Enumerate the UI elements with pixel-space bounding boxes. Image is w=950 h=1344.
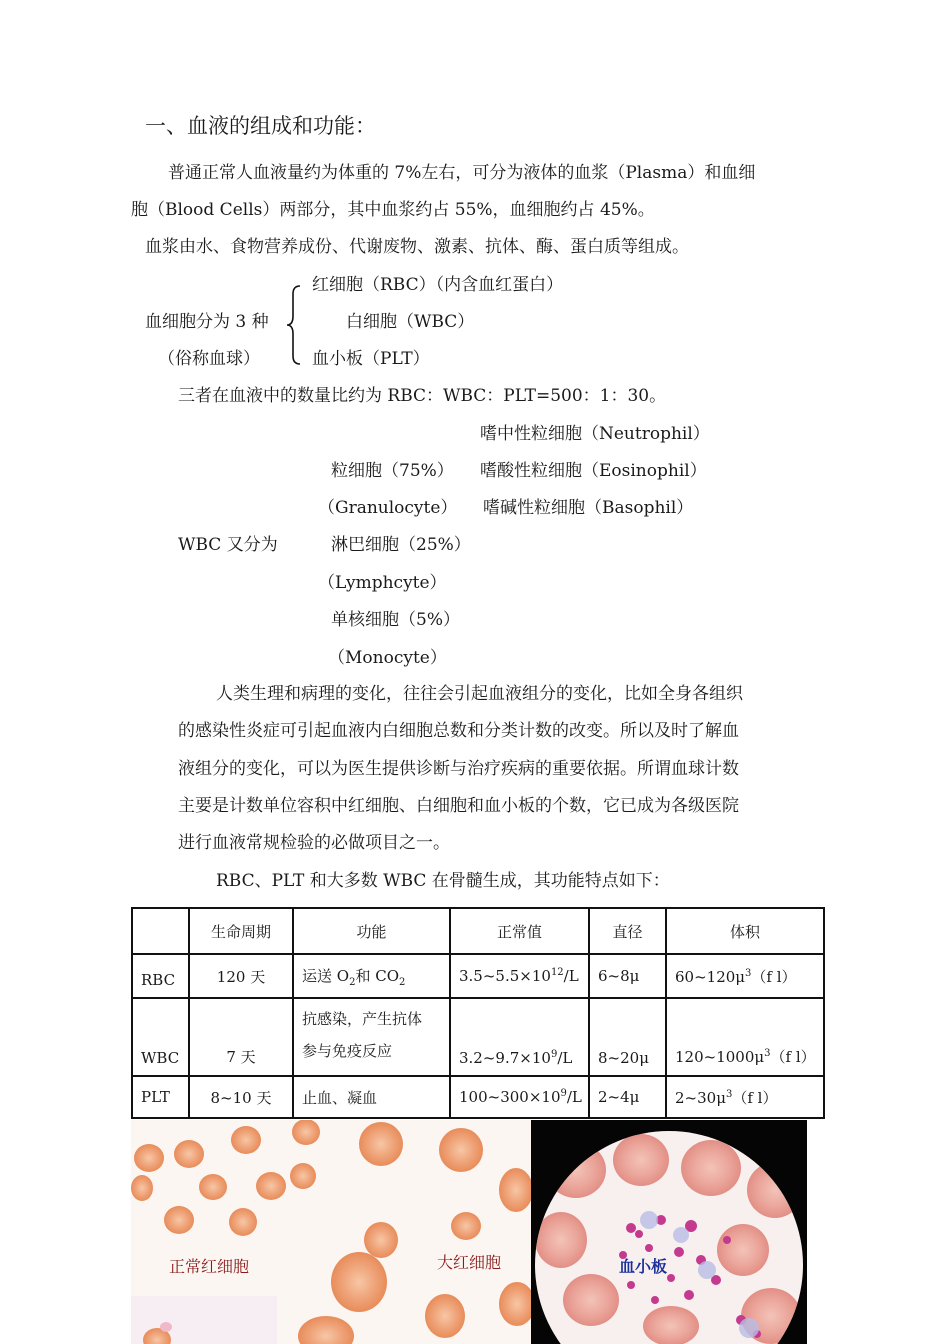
cell-normal: $3.2\sim 9.7\times 10^9/L$ — [450, 998, 589, 1076]
paragraph-line-1: 人类生理和病理的变化，往往会引起血液组分的变化，比如全身各组织 — [216, 684, 743, 704]
table-header: 生命周期 — [189, 908, 293, 954]
lymphocyte-en: （Lymphcyte） — [318, 573, 447, 593]
cells-label: 血细胞分为 3 种 — [145, 312, 269, 332]
table-row — [132, 1076, 824, 1118]
cell-volume: $2\sim 30\mu^3(f$ l） — [666, 1076, 824, 1118]
lymphocyte-item: 淋巴细胞（25%） — [331, 535, 471, 555]
blood-cell-images — [131, 1120, 807, 1344]
cell-name: RBC — [132, 954, 189, 998]
granulocyte-en: （Granulocyte） — [318, 498, 458, 518]
cell-life: 7 天 — [189, 998, 293, 1076]
normal-rbc-label: 正常红细胞 — [169, 1257, 250, 1276]
large-rbc-label: 大红细胞 — [437, 1253, 502, 1272]
platelet-image — [531, 1120, 807, 1344]
table-header: 正常值 — [450, 908, 589, 954]
paragraph-line-5: 进行血液常规检验的必做项目之一。 — [178, 833, 450, 853]
table-row — [132, 954, 824, 998]
table-header: 功能 — [293, 908, 450, 954]
intro-line-2: 胞（Blood Cells）两部分，其中血浆约占 55%，血细胞约占 45%。 — [131, 200, 655, 220]
cell-name: WBC — [132, 998, 189, 1076]
table-header: 直径 — [589, 908, 666, 954]
wbc-types-label: WBC 又分为 — [178, 535, 278, 555]
table-intro: RBC、PLT 和大多数 WBC 在骨髓生成，其功能特点如下： — [216, 871, 670, 891]
cell-diameter: 8~20μ — [589, 998, 666, 1076]
neutrophil-item: 嗜中性粒细胞（Neutrophil） — [480, 424, 710, 444]
eosinophil-item: 嗜酸性粒细胞（Eosinophil） — [480, 461, 707, 481]
intro-line-1: 普通正常人血液量约为体重的 7%左右，可分为液体的血浆（Plasma）和血细 — [168, 163, 756, 183]
table-header — [132, 908, 189, 954]
table-row — [132, 998, 824, 1076]
cell-volume: $120\sim 1000\mu^3(f$ l） — [666, 998, 824, 1076]
paragraph-line-4: 主要是计数单位容积中红细胞、白细胞和血小板的个数，它已成为各级医院 — [178, 796, 739, 816]
ratio-line: 三者在血液中的数量比约为 RBC：WBC：PLT=500：1：30。 — [178, 386, 667, 406]
cell-name: PLT — [132, 1076, 189, 1118]
rbc-item: 红细胞（RBC）（内含血红蛋白） — [312, 275, 564, 295]
table-header-row — [132, 908, 824, 954]
granulocyte-item: 粒细胞（75%） — [331, 461, 454, 481]
cell-life: 120 天 — [189, 954, 293, 998]
cell-life: 8~10 天 — [189, 1076, 293, 1118]
cell-volume: $60\sim 120\mu^3(f$ l） — [666, 954, 824, 998]
plt-item: 血小板（PLT） — [312, 349, 430, 369]
plasma-line: 血浆由水、食物营养成份、代谢废物、激素、抗体、酶、蛋白质等组成。 — [145, 237, 689, 257]
brace-icon — [284, 284, 304, 366]
wbc-item: 白细胞（WBC） — [346, 312, 475, 332]
blood-cell-table — [131, 907, 825, 1119]
cell-normal: $3.5\sim 5.5\times 10^{12}/L$ — [450, 954, 589, 998]
paragraph-line-3: 液组分的变化，可以为医生提供诊断与治疗疾病的重要依据。所谓血球计数 — [178, 759, 739, 779]
platelet-label: 血小板 — [619, 1257, 668, 1276]
cell-normal: $100\sim 300\times 10^9/L$ — [450, 1076, 589, 1118]
section-heading: 一、血液的组成和功能： — [145, 114, 376, 138]
red-cell-micrograph — [131, 1120, 531, 1344]
monocyte-en: （Monocyte） — [328, 648, 447, 668]
platelet-micrograph — [531, 1120, 807, 1344]
cell-function: 抗感染，产生抗体 参与免疫反应 — [293, 998, 450, 1076]
table-header: 体积 — [666, 908, 824, 954]
monocyte-item: 单核细胞（5%） — [331, 610, 460, 630]
cell-diameter: 6~8μ — [589, 954, 666, 998]
cell-function: 运送 $O_2$和 $CO_2$ — [293, 954, 450, 998]
cell-function: 止血、凝血 — [293, 1076, 450, 1118]
rbc-cells-image — [131, 1120, 531, 1344]
cells-label-2: （俗称血球） — [158, 349, 260, 369]
basophil-item: 嗜碱性粒细胞（Basophil） — [483, 498, 694, 518]
paragraph-line-2: 的感染性炎症可引起血液内白细胞总数和分类计数的改变。所以及时了解血 — [178, 721, 739, 741]
cell-diameter: 2~4μ — [589, 1076, 666, 1118]
